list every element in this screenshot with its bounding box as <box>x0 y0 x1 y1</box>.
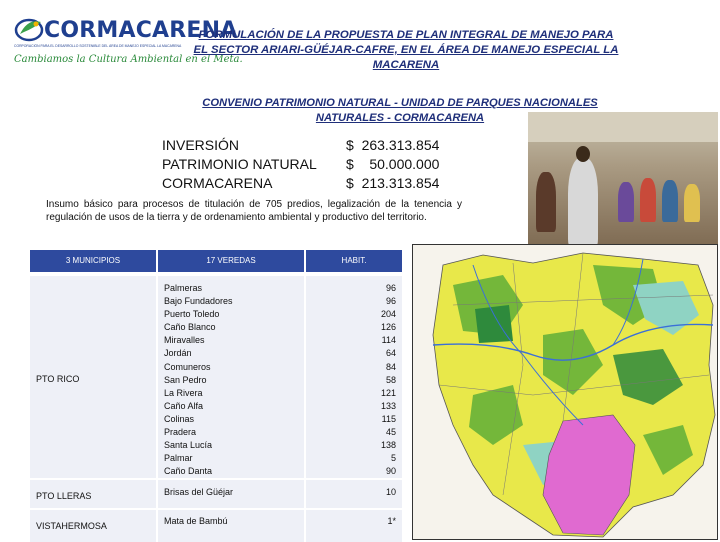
vereda-name: Colinas <box>164 413 195 424</box>
logo-subtitle: CORPORACIÓN PARA EL DESARROLLO SOSTENIBLE DEL ÁREA DE MANEJO ESPECIAL LA MACARENA <box>14 44 182 48</box>
habit-value: 5 <box>390 453 396 464</box>
veredas-list <box>164 282 233 478</box>
investment-values <box>346 136 439 193</box>
habit-value: 204 <box>380 309 396 320</box>
leaf-logo-icon <box>14 16 44 42</box>
habit-list <box>340 282 396 478</box>
habit-value: 114 <box>381 335 396 346</box>
habit-value: 90 <box>385 466 396 477</box>
vereda-name: Pradera <box>164 427 197 438</box>
habit-value: 138 <box>380 440 396 451</box>
investment-labels <box>162 136 317 193</box>
habit-value: 10 <box>385 487 396 497</box>
vereda-name: Jordán <box>164 348 192 359</box>
cormacarena-logo <box>12 14 243 74</box>
investment-value: $ 213.313.854 <box>346 175 440 191</box>
zoning-map <box>412 244 718 540</box>
vereda-name: Caño Danta <box>164 466 213 477</box>
vereda-name: San Pedro <box>164 374 207 385</box>
vereda-name: Santa Lucía <box>164 440 213 451</box>
habit-value: 84 <box>385 361 396 372</box>
habit-value: 96 <box>385 283 396 293</box>
logo-name: CORMACARENA <box>44 18 238 43</box>
vereda-name: Palmeras <box>164 283 203 293</box>
vereda-name: Mata de Bambú <box>164 516 228 526</box>
vereda-name: Comuneros <box>164 361 211 372</box>
habit-value: 133 <box>380 400 396 411</box>
investment-label: PATRIMONIO NATURAL <box>162 156 317 172</box>
community-meeting-photo <box>528 112 718 248</box>
habit-value: 96 <box>385 296 396 307</box>
habit-value: 126 <box>380 322 396 333</box>
habit-value: 121 <box>380 387 396 398</box>
habit-value: 1* <box>387 516 396 526</box>
vereda-name: Caño Alfa <box>164 400 204 411</box>
title-line-3: MACARENA <box>372 59 440 71</box>
header-veredas: 17 VEREDAS <box>158 250 304 272</box>
vereda-name: Caño Blanco <box>164 322 216 333</box>
habit-value: 64 <box>385 348 396 359</box>
page-title <box>188 28 624 73</box>
habit-value: 45 <box>385 427 396 438</box>
description: Insumo básico para procesos de titulación de 705 predios, legalización de la tenencia y regulación de usos de la tierra y de ordenamiento ambiental y productivo del territorio. <box>46 199 462 223</box>
header-habit: HABIT. <box>306 250 402 272</box>
investment-label: CORMACARENA <box>162 175 273 191</box>
title-line-2: EL SECTOR ARIARI-GÜÉJAR-CAFRE, EN EL ÁREA DE MANEJO ESPECIAL LA <box>193 44 619 56</box>
vereda-name: La Rivera <box>164 387 203 398</box>
title-line-1: FORMULACIÓN DE LA PROPUESTA DE PLAN INTEGRAL DE MANEJO PARA <box>198 29 614 41</box>
investment-value: $ 263.313.854 <box>346 137 440 153</box>
municipio-pto-lleras: PTO LLERAS <box>36 491 92 501</box>
vereda-name: Brisas del Güéjar <box>164 487 234 497</box>
logo-slogan: Cambiamos la Cultura Ambiental en el Meta. <box>14 54 243 65</box>
investment-value: $ 50.000.000 <box>346 156 440 172</box>
habit-value: 115 <box>381 413 396 424</box>
municipio-vistahermosa: VISTAHERMOSA <box>36 521 107 531</box>
habit-value: 58 <box>385 374 396 385</box>
subtitle-line-1: CONVENIO PATRIMONIO NATURAL - UNIDAD DE PARQUES NACIONALES <box>202 97 598 109</box>
header-municipios: 3 MUNICIPIOS <box>30 250 156 272</box>
zoning-map-graphic <box>413 245 718 540</box>
subtitle-line-2: NATURALES - CORMACARENA <box>315 112 485 124</box>
investment-label: INVERSIÓN <box>162 137 240 153</box>
vereda-name: Bajo Fundadores <box>164 296 233 307</box>
vereda-name: Puerto Toledo <box>164 309 220 320</box>
municipio-pto-rico: PTO RICO <box>36 374 80 384</box>
vereda-name: Miravalles <box>164 335 205 346</box>
vereda-name: Palmar <box>164 453 193 464</box>
